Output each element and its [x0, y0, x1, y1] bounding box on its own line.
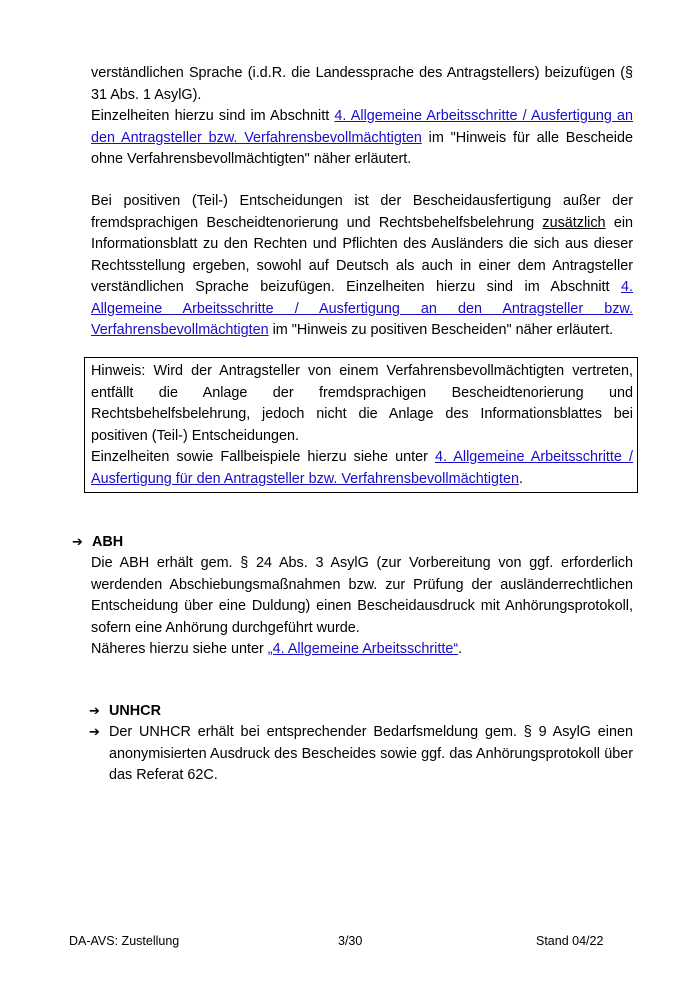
emphasis-additional: zusätzlich [542, 214, 606, 231]
paragraph-unhcr: Der UNHCR erhält bei entsprechender Bedarfsmeldung gem. § 9 AsylG einen anonymisierten Ausdruck des Bescheides sowie ggf. das Anhörungsprotokoll über das Referat 62C. [109, 724, 633, 783]
arrow-right-icon: ➔ [89, 725, 100, 740]
paragraph-abh: Die ABH erhält gem. § 24 Abs. 3 AsylG (zur Vorbereitung von ggf. erforderlich werdenden Abschiebungsmaßnahmen bzw. zur Prüfung der ausländerrechtlichen Entscheidung über eine Duldung) einen Bescheidausdruck mit Anhörungsprotokoll, sofern eine Anhörung durchgeführt wurde. Näheres hierzu siehe unter „4. Allgemeine Arbeitsschritte“. [91, 555, 633, 657]
link-general-work-steps-3[interactable]: 4. Allgemeine Arbeitsschritte / Ausfertigung für den Antragsteller bzw. Verfahrensbevollmächtigten [91, 449, 633, 487]
link-general-work-steps-2[interactable]: 4. Allgemeine Arbeitsschritte / Ausfertigung an den Antragsteller bzw. Verfahrensbevollmächtigten [91, 279, 634, 338]
paragraph-language-note: verständlichen Sprache (i.d.R. die Landessprache des Antragstellers) beizufügen (§ 31 Abs. 1 AsylG). Einzelheiten hierzu sind im Abschnitt 4. Allgemeine Arbeitsschritte / Ausfertigung an den Antragsteller bzw. Verfahrensbevollmächtigten im "Hinweis für alle Bescheide ohne Verfahrensbevollmächtigten" näher erläutert. [91, 65, 634, 167]
unhcr-bullet [89, 722, 633, 787]
footer-version: Stand 04/22 [536, 934, 604, 948]
notice-box: Hinweis: Wird der Antragsteller von einem Verfahrensbevollmächtigten vertreten, entfällt die Anlage der fremdsprachigen Bescheidtenorierung und Rechtsbehelfsbelehrung, jedoch nicht die Anlage des Informationsblattes bei positiven (Teil-) Entscheidungen. Einzelheiten sowie Fallbeispiele hierzu siehe unter 4. Allgemeine Arbeitsschritte / Ausfertigung für den Antragsteller bzw. Verfahrensbevollmächtigten. [84, 357, 638, 493]
arrow-right-icon: ➔ [72, 535, 83, 550]
paragraph-positive-decisions: Bei positiven (Teil-) Entscheidungen ist der Bescheidausfertigung außer der fremdsprachigen Bescheidtenorierung und Rechtsbehelfsbelehrung zusätzlich ein Informationsblatt zu den Rechten und Pflichten des Ausländers die sich aus dieser Rechtsstellung ergeben, sowohl auf Deutsch als auch in einer dem Antragsteller verständlichen Sprache beizufügen. Einzelheiten hierzu sind im Abschnitt 4. Allgemeine Arbeitsschritte / Ausfertigung an den Antragsteller bzw. Verfahrensbevollmächtigten im "Hinweis zu positiven Bescheiden" näher erläutert. [91, 193, 634, 338]
section-heading-unhcr: ➔ UNHCR [89, 701, 161, 722]
arrow-right-icon: ➔ [89, 704, 100, 719]
section-heading-abh: ➔ ABH [72, 532, 123, 553]
footer-document-title: DA-AVS: Zustellung [69, 934, 180, 948]
link-general-work-steps[interactable]: 4. Allgemeine Arbeitsschritte / Ausfertigung an den Antragsteller bzw. Verfahrensbevollmächtigten [91, 108, 634, 146]
footer-page-number: 3/30 [338, 934, 363, 948]
link-general-work-steps-4[interactable]: „4. Allgemeine Arbeitsschritte“ [267, 641, 459, 657]
